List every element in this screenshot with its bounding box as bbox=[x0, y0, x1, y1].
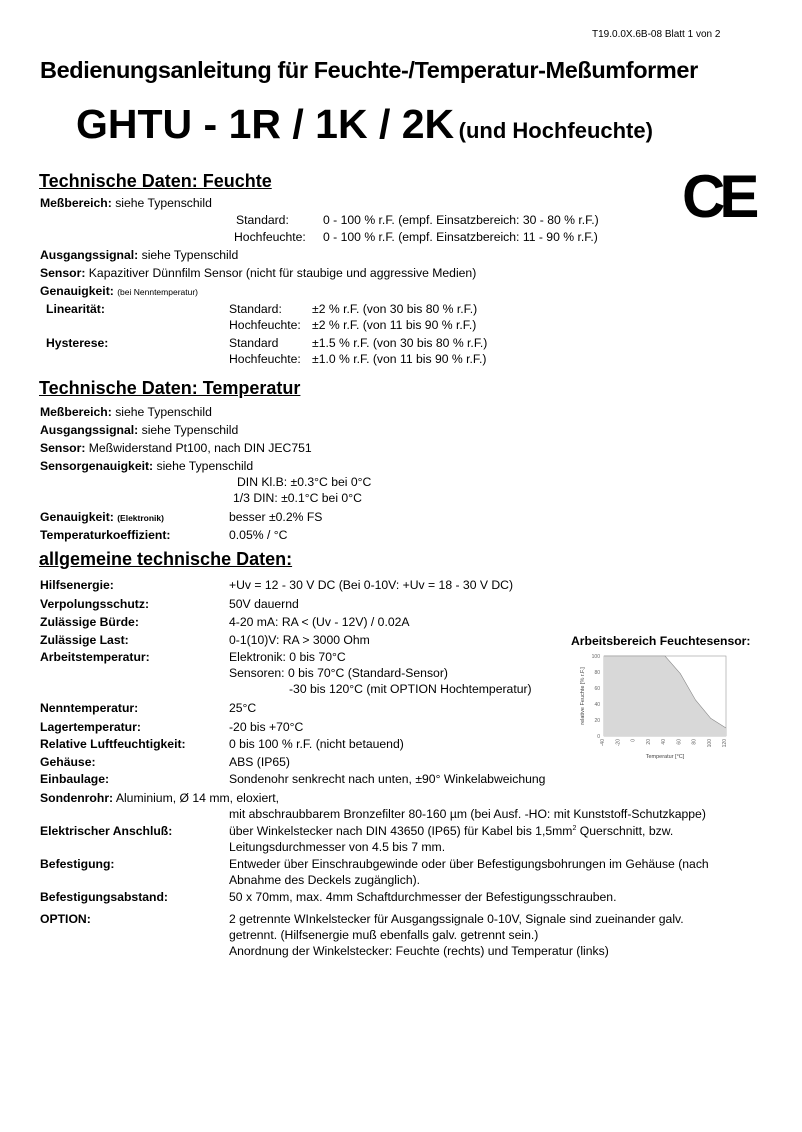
temperature-accuracy-value: besser ±0.2% FS bbox=[229, 510, 323, 524]
storage-temp-value: -20 bis +70°C bbox=[229, 720, 304, 734]
humidity-output-label: Ausgangssignal: bbox=[40, 248, 139, 262]
section-humidity-heading: Technische Daten: Feuchte bbox=[39, 171, 272, 191]
option-value-2: getrennt. (Hilfsenergie muß ebenfalls galv. getrennt sein.) bbox=[229, 928, 539, 942]
humidity-sensor-label: Sensor: bbox=[40, 266, 86, 280]
chart-title: Arbeitsbereich Feuchtesensor: bbox=[571, 634, 751, 648]
chart-x-tick-label: 80 bbox=[691, 739, 698, 745]
power-value: +Uv = 12 - 30 V DC (Bei 0-10V: +Uv = 18 - 30 V DC) bbox=[229, 578, 514, 592]
model-suffix: (und Hochfeuchte) bbox=[458, 118, 653, 143]
rel-humidity-value: 0 bis 100 % r.F. (nicht betauend) bbox=[229, 737, 404, 751]
humidity-output bbox=[40, 248, 238, 262]
humidity-output-value: siehe Typenschild bbox=[141, 248, 239, 262]
temperature-sensor-label: Sensor: bbox=[40, 441, 86, 455]
work-temp-label: Arbeitstemperatur: bbox=[40, 650, 150, 664]
din-class-b: DIN Kl.B: ±0.3°C bei 0°C bbox=[237, 475, 372, 489]
temperature-output bbox=[40, 423, 238, 437]
temperature-output-value: siehe Typenschild bbox=[141, 423, 239, 437]
humidity-operating-range-chart bbox=[574, 650, 740, 762]
chart-x-tick-label: -40 bbox=[600, 739, 606, 747]
fixing-distance-value: 50 x 70mm, max. 4mm Schaftdurchmesser der Befestigungsschrauben. bbox=[229, 890, 617, 904]
fixing-distance-label: Befestigungsabstand: bbox=[40, 890, 168, 904]
humidity-high-label: Hochfeuchte: bbox=[234, 230, 306, 244]
humidity-accuracy-note: (bei Nenntemperatur) bbox=[117, 287, 199, 297]
temperature-sensor bbox=[40, 441, 312, 455]
hysteresis-high-value: ±1.0 % r.F. (von 11 bis 90 % r.F.) bbox=[312, 352, 487, 366]
temperature-range-value: siehe Typenschild bbox=[115, 405, 212, 419]
temperature-accuracy bbox=[40, 510, 164, 524]
humidity-high-value: 0 - 100 % r.F. (empf. Einsatzbereich: 11 - 90 % r.F.) bbox=[323, 230, 598, 244]
nominal-temp-value: 25°C bbox=[229, 701, 257, 715]
humidity-range-value: siehe Typenschild bbox=[115, 196, 212, 210]
connection-value-text-b: Querschnitt, bzw. bbox=[576, 824, 674, 838]
ce-mark: CE bbox=[682, 163, 754, 230]
chart-y-tick-label: 40 bbox=[594, 702, 600, 708]
load-label: Zulässige Last: bbox=[40, 633, 129, 647]
probe-value-2: mit abschraubbarem Bronzefilter 80-160 µm (bei Ausf. -HO: mit Kunststoff-Schutzkappe) bbox=[229, 807, 706, 821]
power-label: Hilfsenergie: bbox=[40, 578, 114, 592]
chart-x-tick-label: 100 bbox=[706, 739, 713, 748]
temperature-coefficient-value: 0.05% / °C bbox=[229, 528, 288, 542]
work-temp-sensors: Sensoren: 0 bis 70°C (Standard-Sensor) bbox=[229, 666, 448, 680]
hysteresis-standard-value: ±1.5 % r.F. (von 30 bis 80 % r.F.) bbox=[312, 336, 488, 350]
linearity-label: Linearität: bbox=[46, 302, 105, 316]
connection-value-2: Leitungsdurchmesser von 4.5 bis 7 mm. bbox=[229, 840, 446, 854]
housing-value: ABS (IP65) bbox=[229, 755, 290, 769]
burden-label: Zulässige Bürde: bbox=[40, 615, 139, 629]
humidity-sensor bbox=[40, 266, 476, 280]
temperature-output-label: Ausgangssignal: bbox=[40, 423, 139, 437]
housing-label: Gehäuse: bbox=[40, 755, 96, 769]
temperature-range bbox=[40, 405, 212, 419]
temperature-sensor-accuracy bbox=[40, 459, 253, 473]
humidity-accuracy bbox=[40, 284, 198, 298]
humidity-range bbox=[40, 196, 212, 210]
burden-value: 4-20 mA: RA < (Uv - 12V) / 0.02A bbox=[229, 615, 410, 629]
fixing-value-2: Abnahme des Deckels zugänglich). bbox=[229, 873, 421, 887]
humidity-sensor-value: Kapazitiver Dünnfilm Sensor (nicht für staubige und aggressive Medien) bbox=[88, 266, 477, 280]
chart-x-tick-label: 0 bbox=[630, 739, 637, 742]
probe-label: Sondenrohr: bbox=[40, 791, 114, 805]
connection-superscript: 2 bbox=[572, 824, 577, 832]
polarity-label: Verpolungsschutz: bbox=[40, 597, 150, 611]
fixing-value: Entweder über Einschraubgewinde oder über Befestigungsbohrungen im Gehäuse (nach bbox=[229, 857, 709, 871]
chart-x-tick-label: -20 bbox=[615, 739, 622, 747]
temperature-coefficient-label: Temperaturkoeffizient: bbox=[40, 528, 171, 542]
temperature-sensor-accuracy-value: siehe Typenschild bbox=[156, 459, 254, 473]
chart-x-tick-label: 60 bbox=[676, 739, 683, 745]
temperature-sensor-accuracy-label: Sensorgenauigkeit: bbox=[40, 459, 154, 473]
temperature-accuracy-note: (Elektronik) bbox=[117, 513, 164, 523]
temperature-sensor-value: Meßwiderstand Pt100, nach DIN JEC751 bbox=[88, 441, 312, 455]
work-temp-option: -30 bis 120°C (mit OPTION Hochtemperatur) bbox=[289, 682, 532, 696]
fixing-label: Befestigung: bbox=[40, 857, 115, 871]
chart-y-tick-label: 80 bbox=[594, 670, 600, 676]
chart-x-axis-label: Temperatur [°C] bbox=[645, 754, 685, 760]
model-title: GHTU - 1R / 1K / 2K bbox=[76, 101, 455, 147]
model-heading bbox=[76, 101, 653, 148]
chart-x-tick-label: 120 bbox=[722, 739, 728, 748]
chart-x-tick-label: 20 bbox=[645, 739, 652, 745]
linearity-high-label: Hochfeuchte: bbox=[229, 318, 301, 332]
option-value: 2 getrennte WInkelstecker für Ausgangssignale 0-10V, Signale sind zueinander galv. bbox=[229, 912, 684, 926]
rel-humidity-label: Relative Luftfeuchtigkeit: bbox=[40, 737, 186, 751]
chart-y-tick-label: 20 bbox=[594, 718, 600, 724]
option-label: OPTION: bbox=[40, 912, 91, 926]
hysteresis-label: Hysterese: bbox=[46, 336, 109, 350]
work-temp-electronics: Elektronik: 0 bis 70°C bbox=[229, 650, 346, 664]
linearity-standard-label: Standard: bbox=[229, 302, 282, 316]
option-value-3: Anordnung der Winkelstecker: Feuchte (rechts) und Temperatur (links) bbox=[229, 944, 609, 958]
probe-value: Aluminium, Ø 14 mm, eloxiert, bbox=[115, 791, 280, 805]
polarity-value: 50V dauernd bbox=[229, 597, 299, 611]
load-value: 0-1(10)V: RA > 3000 Ohm bbox=[229, 633, 370, 647]
chart-y-axis-label: relative Feuchte [% r.F.] bbox=[580, 667, 586, 725]
mount-label: Einbaulage: bbox=[40, 772, 110, 786]
humidity-accuracy-label: Genauigkeit: bbox=[40, 284, 114, 298]
section-temperature-heading: Technische Daten: Temperatur bbox=[39, 378, 301, 398]
humidity-range-label: Meßbereich: bbox=[40, 196, 112, 210]
chart-x-tick-label: 40 bbox=[661, 739, 667, 745]
chart-y-tick-label: 100 bbox=[591, 654, 600, 660]
document-id: T19.0.0X.6B-08 Blatt 1 von 2 bbox=[592, 29, 721, 40]
mount-value: Sondenohr senkrecht nach unten, ±90° Winkelabweichung bbox=[229, 772, 546, 786]
connection-label: Elektrischer Anschluß: bbox=[40, 824, 173, 838]
connection-value-text: über Winkelstecker nach DIN 43650 (IP65) für Kabel bis 1,5mm bbox=[229, 824, 573, 838]
linearity-standard-value: ±2 % r.F. (von 30 bis 80 % r.F.) bbox=[312, 302, 478, 316]
probe-row bbox=[40, 791, 279, 805]
hysteresis-high-label: Hochfeuchte: bbox=[229, 352, 301, 366]
humidity-standard-label: Standard: bbox=[236, 213, 289, 227]
section-general-heading: allgemeine technische Daten: bbox=[39, 549, 293, 569]
temperature-range-label: Meßbereich: bbox=[40, 405, 112, 419]
page-title: Bedienungsanleitung für Feuchte-/Temperatur-Meßumformer bbox=[40, 57, 698, 83]
linearity-high-value: ±2 % r.F. (von 11 bis 90 % r.F.) bbox=[312, 318, 477, 332]
din-one-third: 1/3 DIN: ±0.1°C bei 0°C bbox=[233, 491, 362, 505]
connection-value bbox=[229, 824, 673, 838]
chart-y-tick-label: 0 bbox=[597, 734, 600, 740]
storage-temp-label: Lagertemperatur: bbox=[40, 720, 141, 734]
chart-y-tick-label: 60 bbox=[594, 686, 600, 692]
humidity-standard-value: 0 - 100 % r.F. (empf. Einsatzbereich: 30 - 80 % r.F.) bbox=[323, 213, 599, 227]
hysteresis-standard-label: Standard bbox=[229, 336, 279, 350]
temperature-accuracy-label: Genauigkeit: bbox=[40, 510, 114, 524]
nominal-temp-label: Nenntemperatur: bbox=[40, 701, 139, 715]
